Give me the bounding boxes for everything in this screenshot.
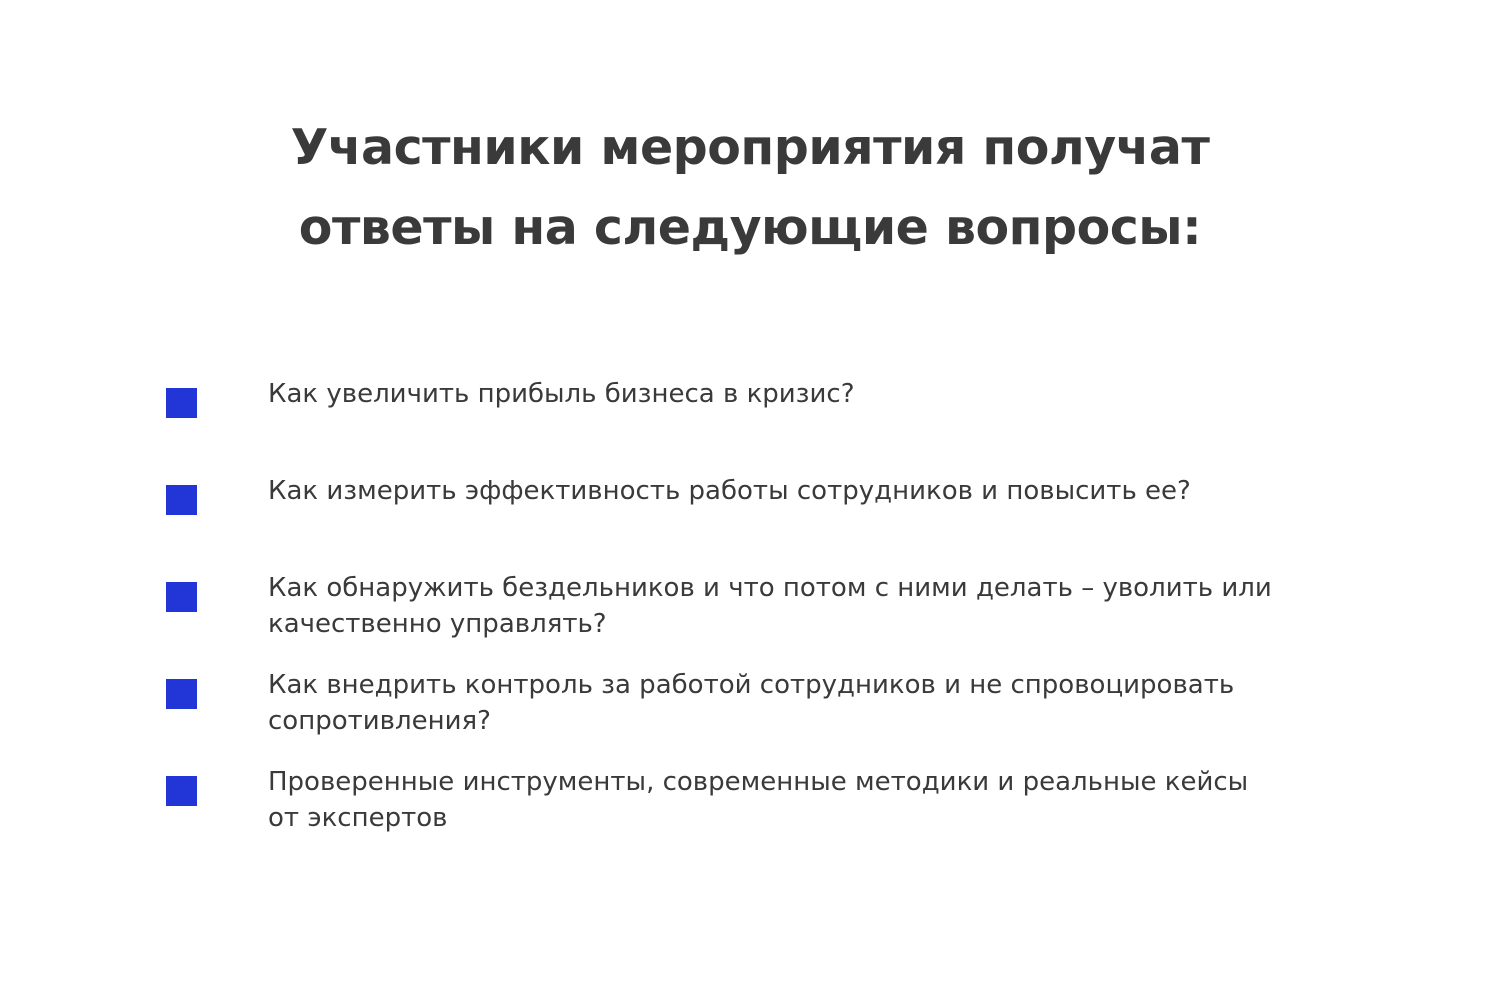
list-item-line: сопротивления?	[268, 706, 491, 736]
square-bullet-icon	[166, 388, 197, 418]
square-bullet-icon	[166, 679, 197, 709]
list-item-line: от экспертов	[268, 803, 448, 833]
list-item-text	[268, 764, 1348, 836]
title-line: Участники мероприятия получат	[290, 119, 1210, 176]
square-bullet-icon	[166, 485, 197, 515]
list-item-text	[268, 473, 1348, 509]
list-item-line: Как обнаружить бездельников и что потом с ними делать – уволить или	[268, 573, 1272, 603]
list-item-text	[268, 570, 1348, 642]
title-line: ответы на следующие вопросы:	[298, 199, 1202, 256]
square-bullet-icon	[166, 582, 197, 612]
list-item-line: качественно управлять?	[268, 609, 607, 639]
list-item-text	[268, 667, 1348, 739]
list-item-line: Как измерить эффективность работы сотрудников и повысить ее?	[268, 476, 1191, 506]
list-item-text	[268, 376, 1348, 412]
list-item-line: Как внедрить контроль за работой сотрудников и не спровоцировать	[268, 670, 1235, 700]
square-bullet-icon	[166, 776, 197, 806]
list-item-line: Проверенные инструменты, современные методики и реальные кейсы	[268, 767, 1249, 797]
list-item-line: Как увеличить прибыль бизнеса в кризис?	[268, 379, 855, 409]
